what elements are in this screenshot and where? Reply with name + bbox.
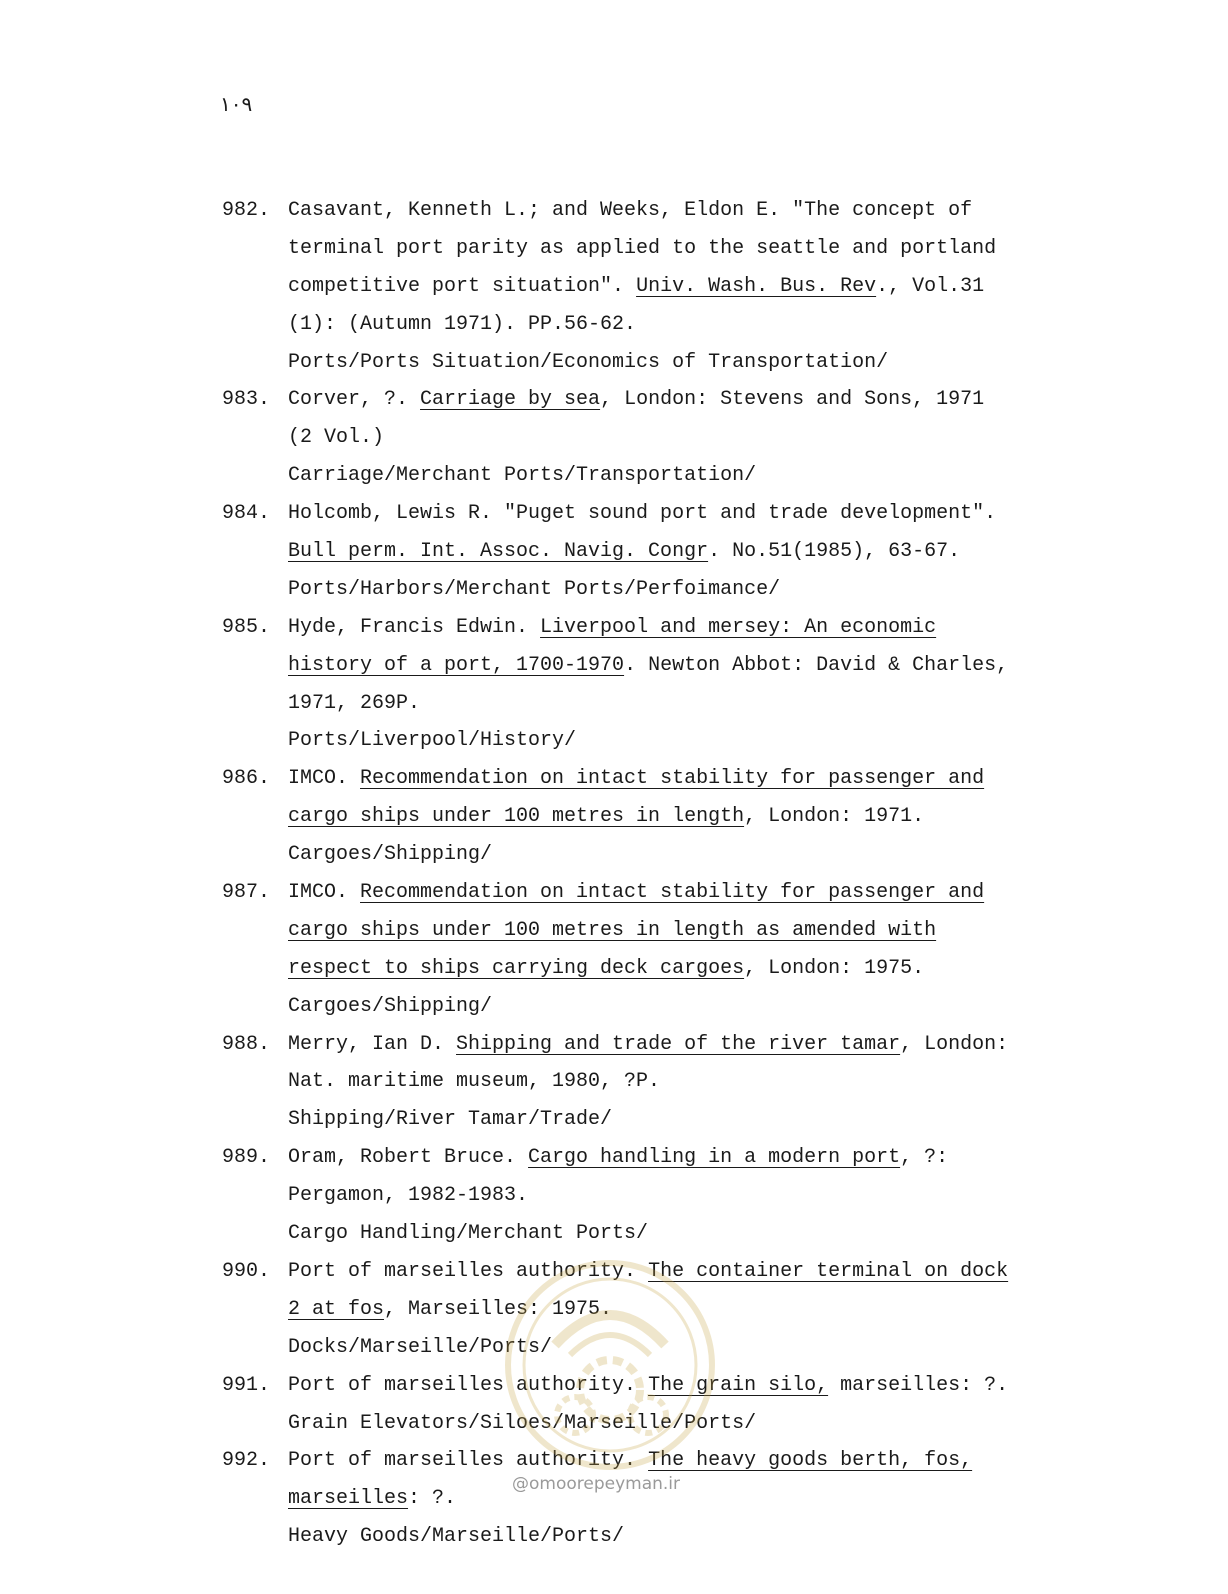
entry-number: 986. — [222, 767, 271, 791]
entry-line — [288, 533, 1052, 571]
entry-number: 982. — [222, 199, 271, 222]
entry-line — [288, 874, 1052, 912]
entry-text: , London: 1971. — [744, 805, 925, 829]
entry-text: Carriage/Merchant Ports/Transportation/ — [288, 464, 757, 488]
watermark-text: @omoorepeyman.ir — [512, 1474, 681, 1494]
entry-title-text: The heavy goods berth, fos, — [648, 1449, 973, 1473]
entry-text: Ports/Harbors/Merchant Ports/Perfoimance/ — [288, 577, 781, 601]
entry-line — [288, 1215, 1052, 1253]
entry-text: . No.51(1985), 63-67. — [708, 540, 961, 564]
entry-line — [288, 1518, 1052, 1556]
entry-line — [288, 344, 1052, 382]
entry-line — [288, 836, 1052, 874]
entry-text: Holcomb, Lewis R. "Puget sound port and trade development". — [288, 502, 997, 526]
entry-text: Heavy Goods/Marseille/Ports/ — [288, 1525, 625, 1549]
entry-text: Oram, Robert Bruce. — [288, 1146, 529, 1170]
entry-line — [288, 1063, 1052, 1101]
entry-text: Shipping/River Tamar/Trade/ — [288, 1108, 613, 1132]
entry-line — [288, 912, 1052, 950]
entry-line — [288, 647, 1052, 685]
entry-line — [288, 722, 1052, 760]
entry-title-text: Carriage by sea — [420, 388, 601, 412]
entry-title-text: Liverpool and mersey: An economic — [540, 615, 937, 639]
entry-line — [288, 1367, 1052, 1405]
entry-line — [288, 457, 1052, 495]
entry-text: : ?. — [408, 1487, 457, 1511]
entry-text: Casavant, Kenneth L.; and Weeks, Eldon E. "The concept of — [288, 199, 973, 222]
entry-text: Pergamon, 1982-1983. — [288, 1184, 529, 1208]
entry-text: competitive port situation". — [288, 274, 637, 298]
entry-line — [288, 988, 1052, 1026]
entry-text: Cargoes/Shipping/ — [288, 994, 493, 1018]
entry-line — [288, 495, 1052, 533]
entry-line — [288, 760, 1052, 798]
bibliography-entry — [222, 609, 1052, 761]
entry-line — [288, 571, 1052, 609]
entry-title-text: Recommendation on intact stability for passenger and — [360, 767, 985, 791]
entry-number: 990. — [222, 1259, 271, 1283]
entry-text: Ports/Ports Situation/Economics of Transportation/ — [288, 350, 889, 374]
entry-text: Ports/Liverpool/History/ — [288, 729, 577, 753]
entry-line — [288, 1101, 1052, 1139]
entry-text: Port of marseilles authority. — [288, 1259, 649, 1283]
bibliography-entry — [222, 1442, 1052, 1556]
entry-title-text: Bull perm. Int. Assoc. Navig. Congr — [288, 540, 709, 564]
entry-number: 988. — [222, 1032, 271, 1056]
entry-title-text: Recommendation on intact stability for passenger and — [360, 881, 985, 905]
entry-title-text: Univ. Wash. Bus. Rev — [636, 274, 877, 298]
entry-text: , Marseilles: 1975. — [384, 1297, 613, 1321]
entry-text: terminal port parity as applied to the seattle and portland — [288, 236, 997, 260]
entry-text: Cargo Handling/Merchant Ports/ — [288, 1222, 649, 1246]
bibliography-entry — [222, 1367, 1052, 1443]
entry-text: Corver, ?. — [288, 388, 421, 412]
entry-title-text: marseilles — [288, 1487, 409, 1511]
bibliography-entry — [222, 1139, 1052, 1253]
entry-line — [288, 306, 1052, 344]
entry-text: , London: — [900, 1032, 1009, 1056]
entry-text: (2 Vol.) — [288, 426, 385, 450]
bibliography-entry — [222, 495, 1052, 609]
entry-text: Nat. maritime museum, 1980, ?P. — [288, 1070, 661, 1094]
bibliography-entry — [222, 192, 1052, 381]
entry-number: 983. — [222, 388, 271, 412]
entry-line — [288, 1253, 1052, 1291]
entry-number: 985. — [222, 615, 271, 639]
entry-title-text: The grain silo, — [648, 1373, 829, 1397]
entry-text: Docks/Marseille/Ports/ — [288, 1335, 553, 1359]
entry-text: , London: 1975. — [744, 956, 925, 980]
entry-title-text: Cargo handling in a modern port — [528, 1146, 901, 1170]
entry-number: 991. — [222, 1373, 271, 1397]
entry-line — [288, 1291, 1052, 1329]
entry-line — [288, 609, 1052, 647]
entry-title-text: The container terminal on dock — [648, 1259, 1009, 1283]
entry-text: . Newton Abbot: David & Charles, — [624, 653, 1009, 677]
bibliography-entry — [222, 874, 1052, 1026]
bibliography-entry — [222, 1026, 1052, 1140]
page-number: ۱۰۹ — [220, 92, 253, 116]
entry-text: Hyde, Francis Edwin. — [288, 615, 541, 639]
entry-line — [288, 268, 1052, 306]
entry-line — [288, 1405, 1052, 1443]
entry-text: Merry, Ian D. — [288, 1032, 457, 1056]
bibliography-entry — [222, 381, 1052, 495]
entry-line — [288, 419, 1052, 457]
entry-text: Cargoes/Shipping/ — [288, 843, 493, 867]
entry-number: 989. — [222, 1146, 271, 1170]
bibliography-entry — [222, 1253, 1052, 1367]
entry-line — [288, 1026, 1052, 1064]
entry-line — [288, 685, 1052, 723]
entry-title-text: 2 at fos — [288, 1297, 385, 1321]
entry-line — [288, 1177, 1052, 1215]
entry-number: 992. — [222, 1449, 271, 1473]
entry-line — [288, 950, 1052, 988]
entry-text: Port of marseilles authority. — [288, 1449, 649, 1473]
entry-text: 1971, 269P. — [288, 691, 421, 715]
entry-line — [288, 192, 1052, 230]
entry-text: (1): (Autumn 1971). PP.56-62. — [288, 312, 637, 336]
entry-text: ., Vol.31 — [876, 274, 985, 298]
entry-title-text: Shipping and trade of the river tamar — [456, 1032, 901, 1056]
entry-line — [288, 1329, 1052, 1367]
entry-line — [288, 798, 1052, 836]
bibliography-entry — [222, 760, 1052, 874]
entry-text: Port of marseilles authority. — [288, 1373, 649, 1397]
entry-text: marseilles: ?. — [828, 1373, 1009, 1397]
entry-line — [288, 381, 1052, 419]
entry-line — [288, 230, 1052, 268]
entry-text: IMCO. — [288, 881, 361, 905]
entry-text: Grain Elevators/Siloes/Marseille/Ports/ — [288, 1411, 757, 1435]
bibliography-list — [222, 192, 1052, 1556]
entry-number: 987. — [222, 881, 271, 905]
entry-title-text: respect to ships carrying deck cargoes — [288, 956, 745, 980]
entry-text: , London: Stevens and Sons, 1971 — [600, 388, 985, 412]
entry-line — [288, 1139, 1052, 1177]
entry-text: , ?: — [900, 1146, 949, 1170]
entry-title-text: cargo ships under 100 metres in length — [288, 805, 745, 829]
entry-number: 984. — [222, 502, 271, 526]
entry-title-text: history of a port, 1700-1970 — [288, 653, 625, 677]
entry-text: IMCO. — [288, 767, 361, 791]
entry-title-text: cargo ships under 100 metres in length as amended with — [288, 918, 937, 942]
